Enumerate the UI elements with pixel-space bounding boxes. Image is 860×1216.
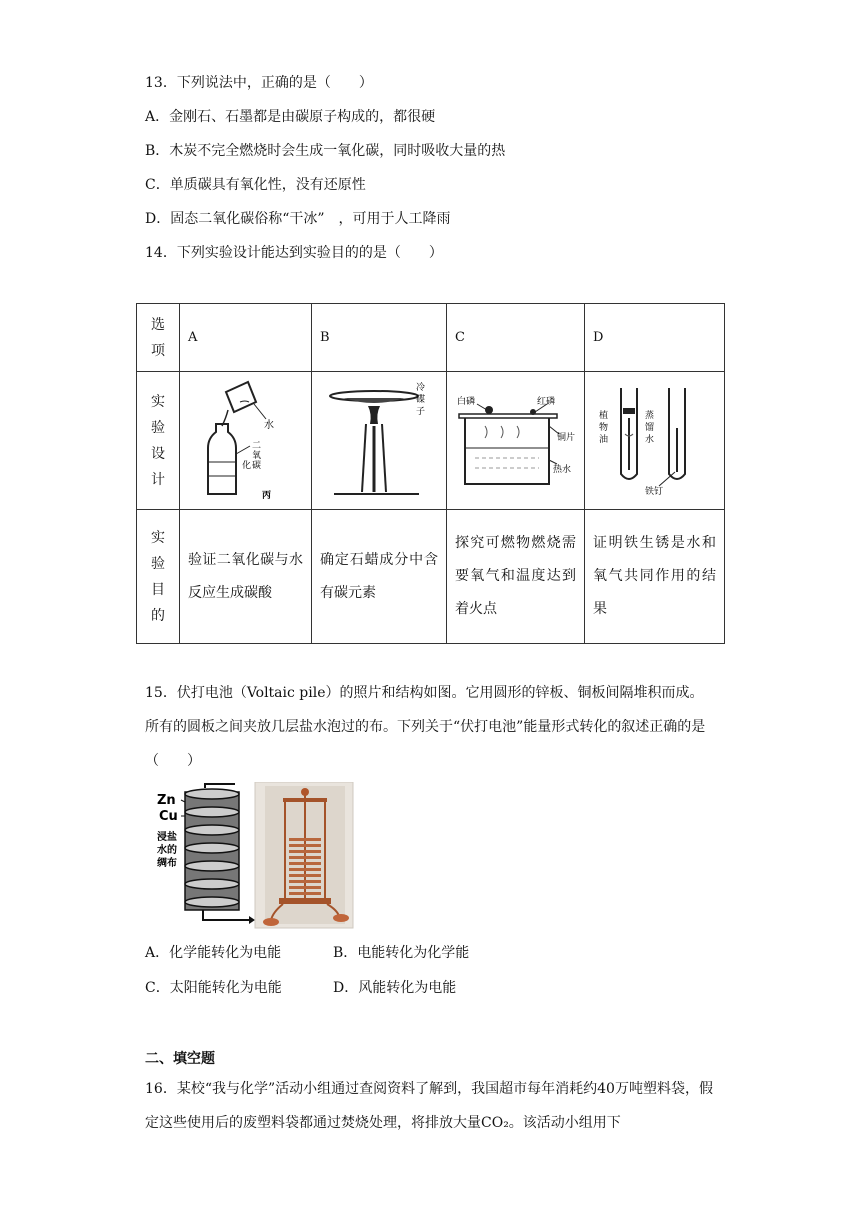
svg-text:浸盐: 浸盐	[157, 832, 177, 843]
q16-text: 16．某校“我与化学”活动小组通过查阅资料了解到，我国超市每年消耗约40万吨塑料袋，假定这些使用后的废塑料袋都通过焚烧处理，将排放大量CO₂。该活动小组用下	[145, 1081, 713, 1131]
purpose-c: 探究可燃物燃烧需要氧气和温度达到着火点	[447, 510, 585, 644]
phosphorus-beaker-figure	[451, 374, 581, 504]
svg-text:子: 子	[416, 406, 426, 417]
svg-text:氧: 氧	[251, 450, 261, 461]
row-label-option: 选 项	[137, 304, 180, 372]
q13-stem: 13．下列说法中，正确的是（ ）	[145, 75, 373, 91]
header-a: A	[180, 304, 312, 372]
svg-text:化: 化	[241, 460, 251, 471]
candle-dish-figure	[324, 374, 434, 504]
svg-text:绸布: 绸布	[157, 858, 177, 869]
svg-text:蒸: 蒸	[644, 410, 654, 421]
q15-option-a: A．化学能转化为电能	[145, 945, 282, 961]
design-a-cell	[180, 372, 312, 510]
iron-nail-tubes-figure	[595, 374, 715, 504]
header-d: D	[585, 304, 725, 372]
section-title: 二、填空题	[145, 1051, 215, 1067]
q14-experiment-table	[136, 303, 725, 644]
table-row-purpose	[137, 510, 725, 644]
co2-bottle-figure	[196, 374, 296, 504]
svg-text:植: 植	[598, 410, 608, 421]
q15-option-c: C．太阳能转化为电能	[145, 980, 282, 996]
svg-text:丙: 丙	[261, 490, 271, 501]
q15-stem: 15．伏打电池（Voltaic pile）的照片和结构如图。它用圆形的锌板、铜板间隔堆积而成。所有的圆板之间夹放几层盐水泡过的布。下列关于“伏打电池”能量形式转化的叙述正确的是（ ）	[145, 685, 706, 769]
svg-text:冷: 冷	[416, 382, 426, 393]
svg-text:馏: 馏	[644, 422, 654, 433]
svg-text:碳: 碳	[251, 460, 261, 471]
svg-text:物: 物	[598, 422, 608, 433]
svg-text:油: 油	[598, 434, 608, 445]
q13-option-c: C．单质碳具有氧化性，没有还原性	[145, 177, 366, 193]
q15-option-d: D．风能转化为电能	[333, 980, 457, 996]
svg-text:二: 二	[251, 440, 261, 451]
row-label-design: 实 验 设 计	[137, 372, 180, 510]
svg-text:Cu: Cu	[159, 809, 178, 824]
svg-text:铜片: 铜片	[556, 432, 575, 443]
q13-option-a: A．金刚石、石墨都是由碳原子构成的，都很硬	[145, 109, 436, 125]
purpose-d: 证明铁生锈是水和氧气共同作用的结果	[585, 510, 725, 644]
svg-text:红磷: 红磷	[536, 396, 555, 407]
svg-text:水: 水	[263, 419, 274, 431]
svg-text:Zn: Zn	[157, 793, 176, 808]
svg-text:碟: 碟	[416, 394, 426, 405]
q14-stem: 14．下列实验设计能达到实验目的的是（ ）	[145, 245, 443, 261]
header-c: C	[447, 304, 585, 372]
svg-text:水的: 水的	[157, 845, 177, 856]
design-c-cell	[447, 372, 585, 510]
svg-text:热水: 热水	[552, 464, 571, 475]
purpose-a: 验证二氧化碳与水反应生成碳酸	[180, 510, 312, 644]
purpose-b: 确定石蜡成分中含有碳元素	[312, 510, 447, 644]
svg-text:水: 水	[644, 434, 654, 445]
design-d-cell	[585, 372, 725, 510]
voltaic-pile-figure	[155, 782, 355, 930]
svg-text:白磷: 白磷	[456, 396, 475, 407]
svg-text:铁钉: 铁钉	[644, 486, 663, 497]
row-label-purpose: 实 验 目 的	[137, 510, 180, 644]
q13-option-b: B．木炭不完全燃烧时会生成一氧化碳，同时吸收大量的热	[145, 143, 506, 159]
header-b: B	[312, 304, 447, 372]
q15-option-b: B．电能转化为化学能	[333, 945, 470, 961]
table-row-options	[137, 304, 725, 372]
q13-option-d: D．固态二氧化碳俗称“干冰” ，可用于人工降雨	[145, 211, 451, 227]
design-b-cell	[312, 372, 447, 510]
table-row-design	[137, 372, 725, 510]
